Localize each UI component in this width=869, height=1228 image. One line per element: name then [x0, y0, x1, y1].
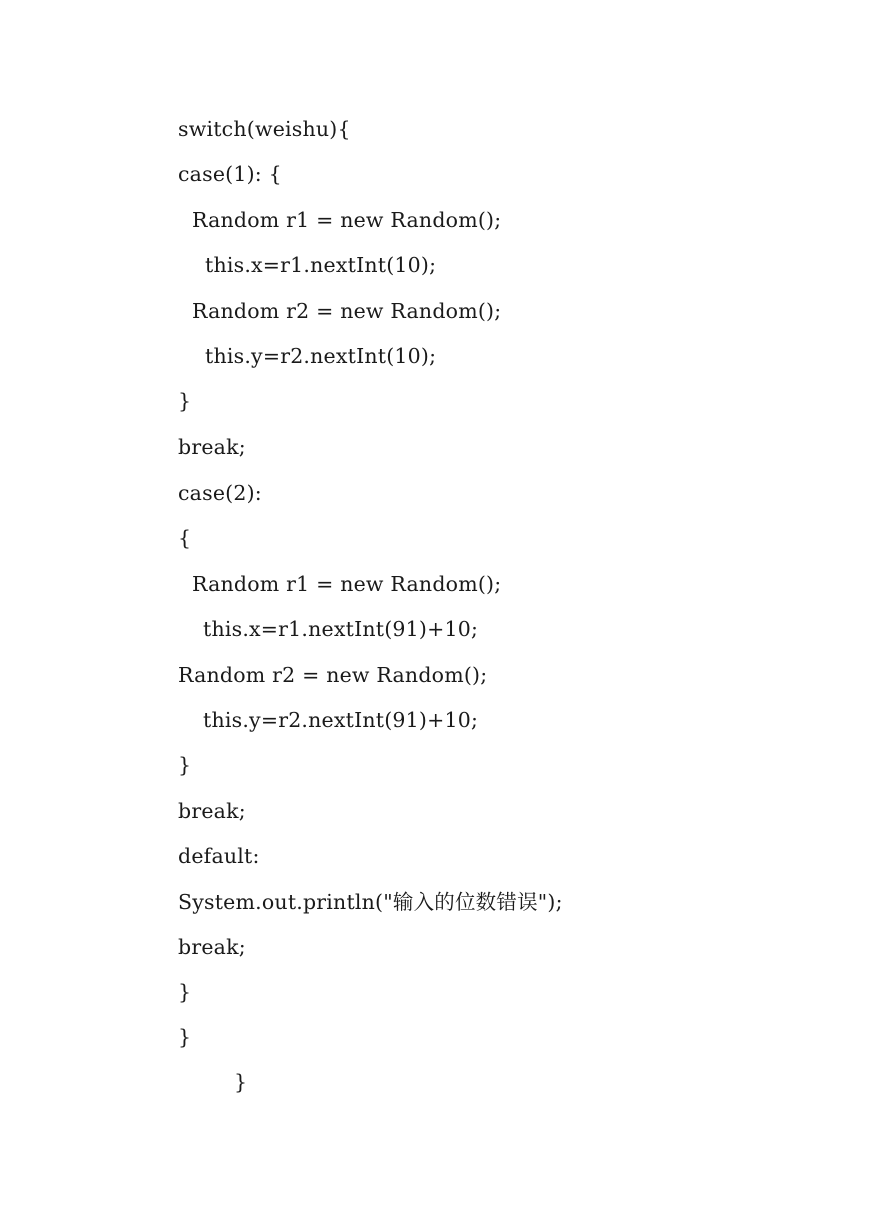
- code-line-12: this.x=r1.nextInt(91)+10;: [203, 617, 479, 641]
- code-line-7: }: [178, 389, 192, 413]
- code-line-5: Random r2 = new Random();: [192, 299, 502, 323]
- code-line-6: this.y=r2.nextInt(10);: [205, 344, 437, 368]
- code-line-20: }: [178, 980, 192, 1004]
- code-line-9: case(2):: [178, 481, 262, 505]
- code-line-11: Random r1 = new Random();: [192, 572, 502, 596]
- code-line-2: case(1): {: [178, 162, 282, 186]
- code-line-3: Random r1 = new Random();: [192, 208, 502, 232]
- code-line-1: switch(weishu){: [178, 117, 351, 141]
- code-line-4: this.x=r1.nextInt(10);: [205, 253, 437, 277]
- code-line-8: break;: [178, 435, 246, 459]
- code-line-19: break;: [178, 935, 246, 959]
- code-line-14: this.y=r2.nextInt(91)+10;: [203, 708, 479, 732]
- code-line-10: {: [178, 526, 192, 550]
- code-line-15: }: [178, 753, 192, 777]
- code-line-22: }: [234, 1070, 248, 1094]
- code-line-13: Random r2 = new Random();: [178, 663, 488, 687]
- code-line-17: default:: [178, 844, 260, 868]
- code-line-16: break;: [178, 799, 246, 823]
- code-line-18: System.out.println("输入的位数错误");: [178, 890, 563, 914]
- code-line-21: }: [178, 1025, 192, 1049]
